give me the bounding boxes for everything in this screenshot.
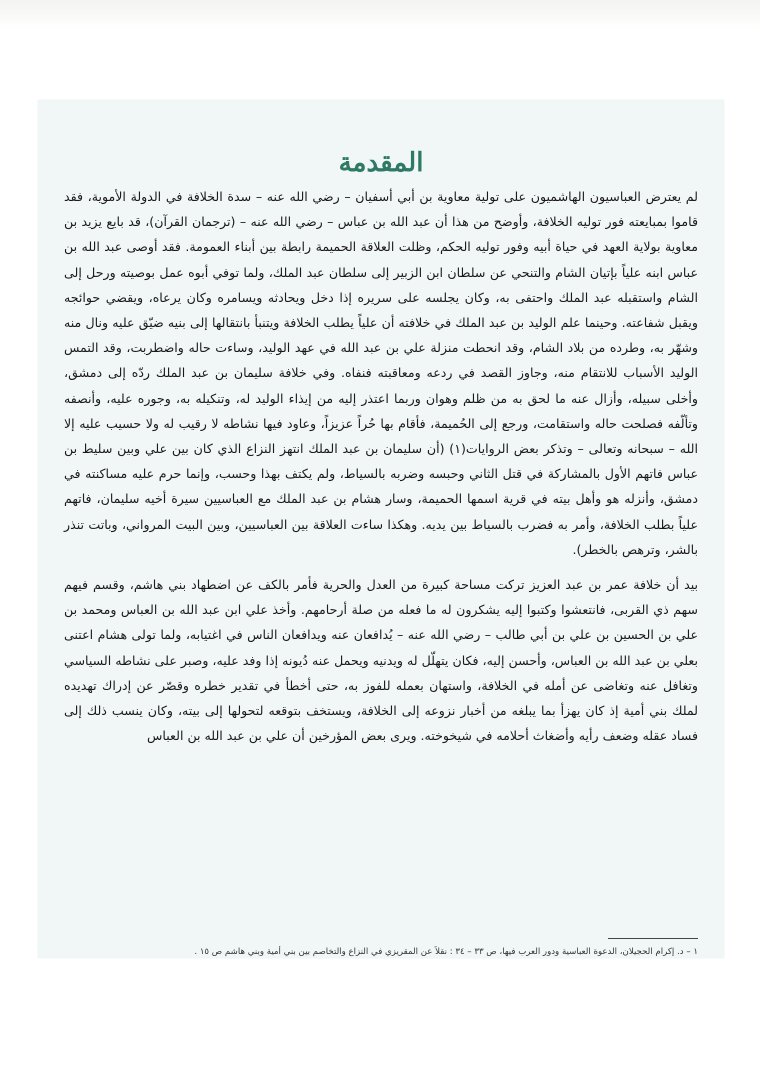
book-page	[38, 100, 724, 958]
body-text	[64, 184, 698, 748]
paragraph-2: بيد أن خلافة عمر بن عبد العزيز تركت مساحة كبيرة من العدل والحرية فأمر بالكف عن اضطهاد بني هاشم، وقسم فيهم سهم ذي القربى، فانتعشوا وكتبوا إليه يشكرون له ما فعله من صلة أرحامهم. وأخذ علي ابن عبد الله بن العباس ومحمد بن علي بن الحسين بن علي بن أبي طالب – رضي الله عنه – يُدافعان عنه ويدافعان الناس في اغتيابه، ولما تولى هشام اعتنى بعلي بن عبد الله بن العباس، وأحسن إليه، فكان يتهلّل له ويدنيه ويحمل عنه دُيونه إذا وفد عليه، وصبر على نشاطه السياسي وتغافل عنه وتغاضى عن أمله في الخلافة، واستهان بعمله للفوز به، حتى أخطأ في تقدير خطره وقصّر عن إدراك تهديده لملك بني أمية إذ كان يهزأ بما يبلغه من أخبار نزوعه إلى الخلافة، ويستخف بتوقعه لتحولها إلى بيته، وكان ينسب ذلك إلى فساد عقله وضعف رأيه وأضغاث أحلامه في شيخوخته. ويرى بعض المؤرخين أن علي بن عبد الله بن العباس	[64, 577, 698, 744]
footnote-divider	[608, 938, 698, 939]
page-title: المقدمة	[338, 148, 424, 178]
scan-edge	[0, 0, 760, 30]
footnote: ١ – د. إكرام الحجيلان، الدعوة العباسية ودور العرب فيها، ص ٣٣ – ٣٤ : نقلاً عن المقريزي في النزاع والتخاصم بين بني أمية وبني هاشم ص ١٥ .	[194, 947, 698, 957]
paragraph-1: لم يعترض العباسيون الهاشميون على تولية معاوية بن أبي أسفيان – رضي الله عنه – سدة الخلافة في الدولة الأموية، فقد قاموا بمبايعته فور توليه الخلافة، وأوضح من هذا أن عبد الله بن عباس – رضي الله عنه – (ترجمان القرآن)، قد بايع يزيد بن معاوية بولاية العهد في حياة أبيه وفور توليه الحكم، وظلت العلاقة الحميمة رابطة بين أبناء العمومة. فقد أوصى عبد الله بن عباس ابنه علياً بإتيان الشام والتنحي عن سلطان ابن الزبير إلى سلطان عبد الملك، ولما توفي أبوه عمل بوصيته ورحل إلى الشام واستقبله عبد الملك واحتفى به، وكان يجلسه على سريره إذا دخل ويحادثه ويسامره وكان يرعاه، ويقضي حوائجه ويقبل شفاعته. وحينما علم الوليد بن عبد الملك في خلافته أن علياً يطلب الخلافة ويتنبأ بانتقالها إلى بنيه ضيّق عليه ونال منه وشهّر به، وطرده من بلاد الشام، وقد انحطت منزلة علي بن عبد الله في عهد الوليد، وساءت حاله واضطربت، وقد التمس الوليد الأسباب للانتقام منه، وجاوز القصد في ردعه ومعاقبته فنفاه. وفي خلافة سليمان بن عبد الملك ردّه إلى دمشق، وأخلى سبيله، وأزال عنه ما لحق به من ظلم وهوان وربما اعتذر إليه من إيذاء الوليد له، وتنكيله به، وجوره عليه، وأنصفه وتألّفه فصلحت حاله واستقامت، ورجع إلى الحُميمة، فأقام بها حُراً عزيزاً، وعاود فيها نشاطه لا رقيب له ولا حسيب عليه إلا الله – سبحانه وتعالى – وتذكر بعض الروايات(١) (أن سليمان بن عبد الملك انتهز النزاع الذي كان بين علي وبين سليط بن عباس فاتهم الأول بالمشاركة في قتل الثاني وحبسه وضربه بالسياط، ولم يكتف بهذا وحسب، وإنما حرم عليه مساكنته في دمشق، وأنزله هو وأهل بيته في قرية اسمها الحميمة، وسار هشام بن عبد الملك مع العباسيين سيرة أخيه سليمان، فاتهم علياً بطلب الخلافة، وأمر به فضرب بالسياط بين يديه. وهكذا ساءت العلاقة بين العباسيين، وبين البيت المرواني، وباتت تنذر بالشر، وترهص بالخطر).	[64, 189, 698, 557]
